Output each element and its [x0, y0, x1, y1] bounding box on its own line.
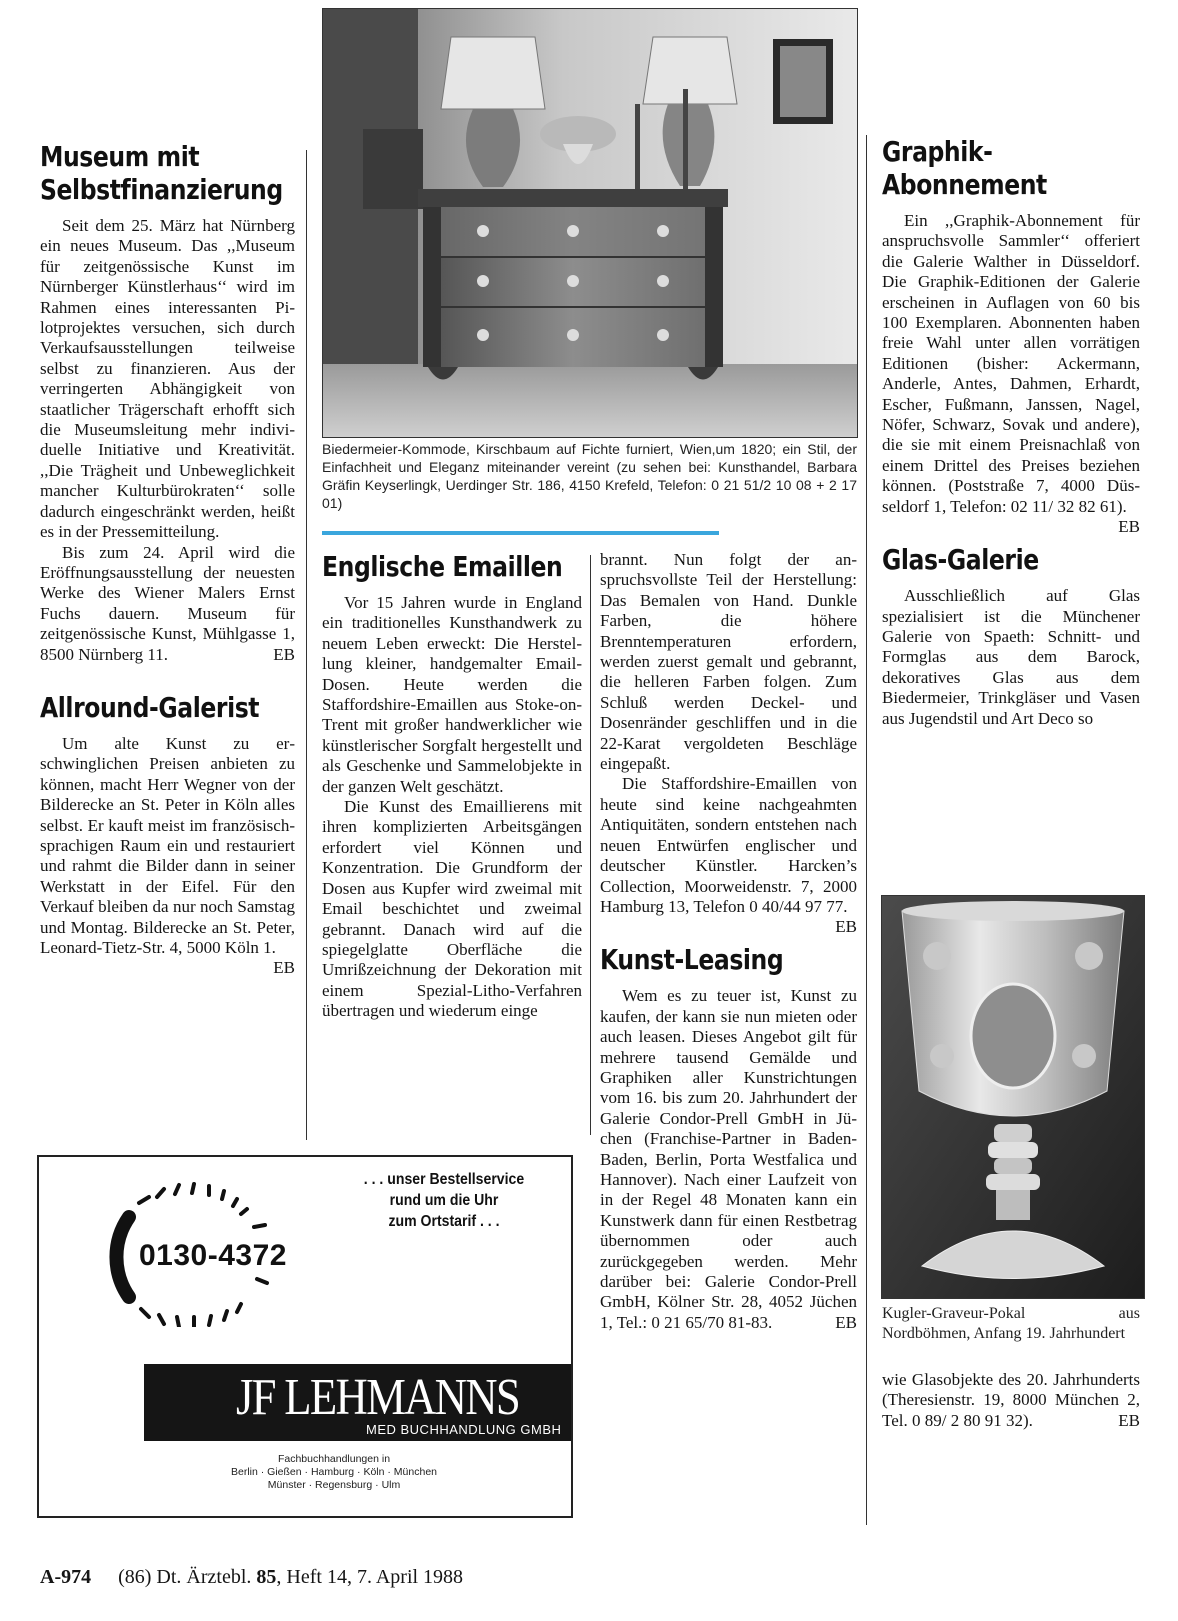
page-footer — [40, 1566, 463, 1589]
emaillen-paragraph-4-text: Die Staffordshire-Emaillen von heute sind keine nachgeahmten Antiquitäten, sondern entstehen nach neuen Entwürfen englischer und deutscher Künstler. Harcken’s Collection, Moorweidenstr. 7, 2000 Hamburg 13, Telefon 0 40/44 97 77. — [600, 774, 857, 916]
emaillen-signature: EB — [835, 917, 857, 937]
lehmanns-advertisement — [37, 1155, 573, 1518]
graphik-title — [882, 135, 1099, 201]
footer-volume: 85 — [256, 1566, 277, 1588]
column-4 — [882, 135, 1140, 729]
graphik-signature: EB — [1118, 517, 1140, 537]
museum-paragraph-1: Seit dem 25. März hat Nürnberg ein neues Museum. Das ,,Museum für zeitgenössische Kunst im Nürnberger Künstlerhaus‘‘ wird im Rahmen eines interessanten Pilotprojektes versuchen, sich durch Verkaufsausstellungen teilweise selbst zu finanzieren. Aus der verringerten Abhängigkeit von staatlicher Trägerschaft erhofft sich die Museumsleitung mehr individuelle Initiative und Kreativität. ,,Die Trägheit und Unbeweglichkeit mancher Kulturbürokraten‘‘ solle dadurch eingeschränkt werden, heißt es in der Pressemitteilung. — [40, 216, 295, 542]
emaillen-paragraph-1: Vor 15 Jahren wurde in England ein traditionelles Kunsthandwerk zu neuem Leben erweckt: Die Herstellung kleiner, handgemalter Email-Dosen. Heute werden die Staffordshire-Emaillen aus Stoke-on-Trent mit großer handwerklicher wie künstlerischer Sorgfalt hergestellt und als Geschenke und Sammelobjekte in der ganzen Welt geschätzt. — [322, 593, 582, 796]
ad-tagline-line-2: rund um die Uhr — [389, 1192, 499, 1209]
column-2 — [322, 550, 582, 1022]
museum-paragraph-2 — [40, 543, 295, 665]
leasing-signature: EB — [835, 1312, 857, 1332]
museum-paragraph-2-text: Bis zum 24. April wird die Eröffnungsausstellung der neuesten Werke des Wiener Malers Ernst Fuchs dauern. Museum für zeitgenössische Kunst, Mühlgasse 1, 8500 Nürnberg 11. — [40, 542, 295, 664]
ad-phone-number: 0130-4372 — [139, 1239, 287, 1272]
allround-paragraph-1 — [40, 733, 295, 978]
leasing-title: Kunst-Leasing — [600, 943, 784, 977]
ad-tagline-line-3: zum Ortstarif . . . — [388, 1213, 500, 1230]
museum-title-line-2: Selbstfinanzierung — [40, 173, 283, 206]
goblet-illustration — [882, 896, 1144, 1298]
leasing-paragraph-1 — [600, 986, 857, 1333]
column-rule-2 — [590, 555, 591, 1135]
blue-divider — [322, 531, 719, 535]
emaillen-paragraph-3: brannt. Nun folgt der anspruchsvollste Teil der Herstellung: Das Bemalen von Hand. Dunkle Farben, die höhere Brenntemperaturen erfordern, werden zuerst gemalt und gebrannt, die helleren Farben folgen. Zum Schluß werden Deckel- und Dosenränder geschliffen und in die 22-Karat vergoldeten Beschläge eingepaßt. — [600, 550, 857, 774]
commode-photo — [322, 8, 858, 438]
museum-title-line-1: Museum mit — [40, 140, 200, 173]
emaillen-paragraph-2: Die Kunst des Emaillierens mit ihren komplizierten Arbeitsgängen erfordert viel Können und Konzentration. Die Grundform der Dosen aus Kupfer wird zweimal mit Email beschichtet und zweimal gebrannt. Danach wird auf die spiegelglatte Oberfläche die Umrißzeichnung der Dekoration mit einem Spezial-Litho-Verfahren übertragen und wiederum einge — [322, 797, 582, 1021]
glas-paragraph-2-text: wie Glasobjekte des 20. Jahrhunderts (Theresienstr. 19, 8000 München 2, Tel. 0 89/ 2 80 91 32). — [882, 1370, 1140, 1430]
commode-caption: Biedermeier-Kommode, Kirschbaum auf Fichte furniert, Wien,um 1820; ein Stil, der Einfachheit und Eleganz miteinander vereint (zu sehen bei: Kunsthandel, Barbara Gräfin Keyserlingk, Uerdinger Str. 186, 4150 Krefeld, Telefon: 0 21 51/2 10 08 + 2 17 01) — [322, 441, 857, 511]
commode-illustration — [323, 9, 857, 437]
allround-signature: EB — [273, 958, 295, 978]
ad-branches-line-1: Berlin · Gießen · Hamburg · Köln · München — [231, 1466, 437, 1478]
graphik-paragraph-1 — [882, 211, 1140, 537]
glas-paragraph-2 — [882, 1370, 1140, 1431]
museum-title — [40, 140, 283, 206]
footer-prefix: (86) Dt. Ärztebl. — [118, 1566, 252, 1588]
column-1 — [40, 140, 295, 979]
glas-paragraph-1: Ausschließlich auf Glas spezialisiert ist die Münchener Galerie von Spaeth: Schnitt- und Formglas aus dem Barock, dekoratives Glas aus dem Biedermeier, Trinkgläser und Vasen aus Jugendstil und Art Deco so — [882, 586, 1140, 728]
column-4-continued — [882, 1370, 1140, 1431]
graphik-paragraph-1-text: Ein ,,Graphik-Abonnement für anspruchsvolle Sammler‘‘ offeriert die Galerie Walther in Düsseldorf. Die Graphik-Editionen der Galerie erscheinen in Auflagen von 60 bis 100 Exemplaren. Abonnenten haben freie Wahl unter allen vorrätigen Editionen (bisher: Ackermann, Anderle, Antes, Dahmen, Erhardt, Escher, Fußmann, Janssen, Nagel, Nöfer, Schwarz, Sovak und andere), die sie mit einem Preisnachlaß von einem Drittel des Preises beziehen können. (Poststraße 7, 4000 Düsseldorf 1, Telefon: 02 11/ 32 82 61). — [882, 211, 1140, 516]
glas-signature: EB — [1118, 1410, 1140, 1430]
goblet-photo — [881, 895, 1145, 1299]
allround-paragraph-1-text: Um alte Kunst zu erschwinglichen Preisen anbieten zu können, macht Herr Wegner von der Bilderecke an St. Peter in Köln alles selbst. Er kauft meist im französischsprachigen Raum ein und restauriert und rahmt die Bilder dann in seiner Werkstatt in der Eifel. Für den Verkauf bleiben da nur noch Samstag und Montag. Bilderecke an St. Peter, Leonard-Tietz-Str. 4, 5000 Köln 1. — [40, 733, 295, 957]
ad-tagline-line-1: . . . unser Bestellservice — [363, 1171, 525, 1188]
goblet-caption: Kugler-Graveur-Pokal aus Nordböhmen, Anfang 19. Jahrhundert — [882, 1305, 1140, 1342]
ad-logo-banner — [144, 1364, 571, 1441]
lehmanns-logo: JF LEHMANNS — [236, 1369, 519, 1426]
emaillen-title: Englische Emaillen — [322, 550, 563, 583]
footer-suffix: , Heft 14, 7. April 1988 — [276, 1566, 464, 1588]
ad-tagline — [352, 1169, 537, 1232]
column-rule-1 — [306, 150, 307, 1140]
allround-title: Allround-Galerist — [40, 690, 260, 724]
graphik-title-line-1: Graphik- — [882, 135, 993, 168]
glas-title: Glas-Galerie — [882, 543, 1039, 577]
ad-branches-line-2: Münster · Regensburg · Ulm — [267, 1479, 401, 1491]
leasing-paragraph-1-text: Wem es zu teuer ist, Kunst zu kaufen, der kann sie nun mieten oder auch leasen. Dieses Angebot gilt für mehrere tausend Gemälde und Graphiken aller Kunstrichtungen vom 16. bis zum 20. Jahrhundert der Galerie Condor-Prell GmbH in Jüchen (Franchise-Partner in Baden-Baden, Berlin, Porta Westfalica und Hannover). Nach einer Laufzeit von in der Regel 48 Monaten kann ein Kunstwerk dann für einen Restbetrag übernommen oder auch zurückgegeben werden. Mehr darüber bei: Galerie Condor-Prell GmbH, Kölner Str. 28, 4052 Jüchen 1, Tel.: 0 21 65/70 81-83. — [600, 986, 857, 1332]
column-3 — [600, 550, 857, 1333]
ad-branches-heading: Fachbuchhandlungen in — [277, 1453, 391, 1465]
graphik-title-line-2: Abonnement — [882, 168, 1047, 201]
page-number: A-974 — [40, 1566, 92, 1588]
emaillen-paragraph-4 — [600, 774, 857, 937]
column-rule-3 — [866, 135, 867, 1525]
museum-signature: EB — [273, 644, 295, 664]
lehmanns-logo-subtitle: MED BUCHHANDLUNG GMBH — [366, 1422, 562, 1437]
